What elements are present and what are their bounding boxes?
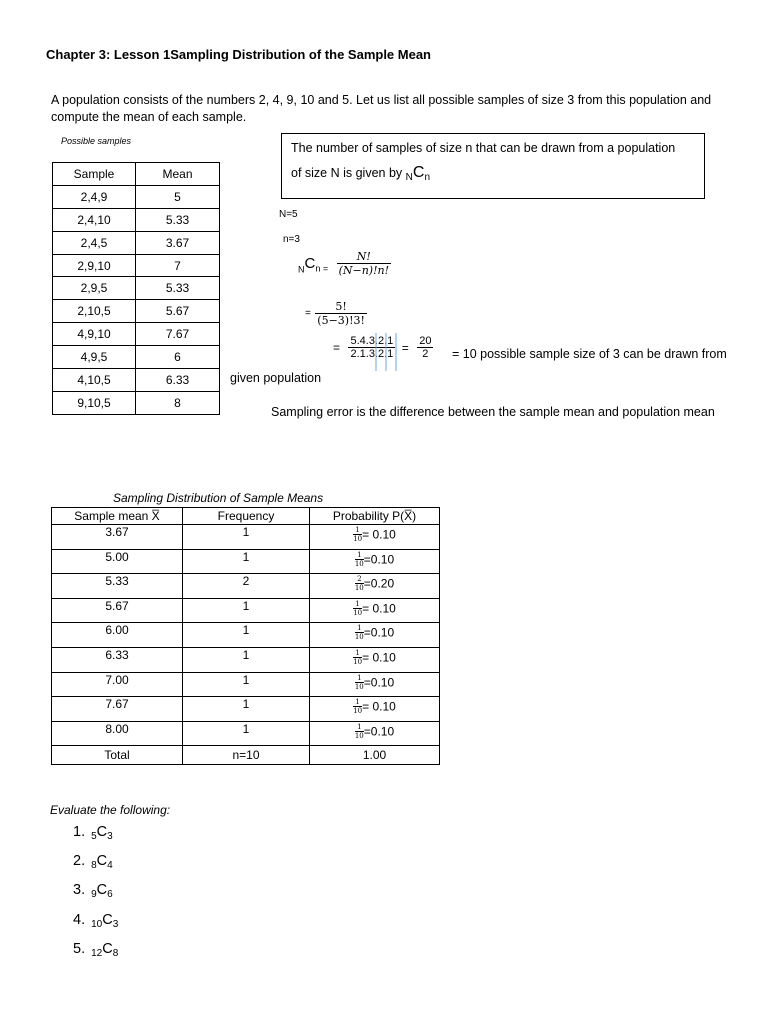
probability-numerator: 1 [355, 723, 364, 732]
probability-denominator: 10 [353, 707, 363, 716]
table-row [53, 323, 220, 346]
probability-expression [355, 575, 394, 592]
probability-numerator: 1 [355, 551, 364, 560]
frequency-cell: 1 [183, 525, 310, 550]
probability-denominator: 10 [354, 682, 364, 691]
probability-denominator: 10 [354, 731, 364, 740]
table-row [52, 647, 440, 672]
table-row [53, 208, 220, 231]
distribution-caption: Sampling Distribution of Sample Means [113, 491, 324, 505]
probability-expression [353, 526, 396, 543]
item-number: 4. [73, 911, 86, 928]
n-cap-value: N=5 [279, 209, 298, 220]
mean-cell: 8 [136, 391, 220, 414]
mean-cell: 6 [136, 346, 220, 369]
item-sub-right: 3 [107, 831, 113, 842]
step-one-numerator: 5! [315, 300, 367, 314]
probability-fraction [355, 674, 364, 691]
distribution-header-cell: Probability P(X̅) [310, 508, 440, 525]
sample-cell: 2,10,5 [53, 300, 136, 323]
sample-mean-cell: 7.67 [52, 697, 183, 722]
table-row [52, 525, 440, 550]
item-number: 1. [73, 824, 86, 840]
result-continuation: given population [230, 371, 322, 385]
step-one-denominator: (5−3)!3! [317, 314, 365, 327]
sample-mean-cell: 5.00 [52, 549, 183, 574]
info-line-2 [291, 164, 430, 183]
table-row [52, 598, 440, 623]
frequency-cell: 1 [183, 598, 310, 623]
probability-numerator: 1 [355, 674, 364, 683]
table-row [52, 672, 440, 697]
mean-cell: 7 [136, 254, 220, 277]
info-c: C [412, 164, 425, 181]
page-title: Chapter 3: Lesson 1Sampling Distribution of the Sample Mean [46, 47, 431, 62]
n-small-value: n=3 [283, 234, 300, 245]
frequency-cell: 1 [183, 672, 310, 697]
total-cell: Total [52, 746, 183, 765]
frequency-cell: 1 [183, 549, 310, 574]
probability-expression [353, 698, 396, 715]
possible-samples-caption: Possible samples [61, 136, 132, 146]
item-sub-left: 9 [91, 889, 97, 901]
item-sub-left: 5 [91, 831, 97, 842]
probability-cell [310, 525, 440, 550]
probability-denominator: 10 [354, 559, 364, 568]
probability-value: =0.20 [363, 576, 395, 591]
step-two-denominator: 2.1.3.2.1 [350, 348, 394, 360]
evaluate-list [73, 820, 118, 966]
formula-sub-right: n = [315, 263, 329, 274]
item-sub-right: 6 [107, 889, 113, 901]
item-c: C [102, 940, 113, 957]
probability-cell [310, 672, 440, 697]
table-row [52, 623, 440, 648]
step-three-denominator: 2 [422, 348, 429, 360]
sample-mean-cell: 6.33 [52, 647, 183, 672]
table-row [53, 346, 220, 369]
cancellation-marks [368, 333, 408, 373]
mean-cell: 3.67 [136, 231, 220, 254]
table-row [53, 231, 220, 254]
probability-cell [310, 623, 440, 648]
probability-denominator: 10 [354, 633, 364, 642]
table-row [53, 300, 220, 323]
sample-mean-cell: 8.00 [52, 721, 183, 746]
list-item [73, 937, 118, 966]
step-three-equals: = [401, 340, 409, 355]
sample-mean-cell: 5.67 [52, 598, 183, 623]
item-c: C [102, 911, 113, 928]
info-sub-n: N [405, 172, 413, 183]
table-row [53, 277, 220, 300]
total-cell: n=10 [183, 746, 310, 765]
probability-fraction [355, 624, 364, 641]
probability-fraction [353, 526, 362, 543]
table-row [52, 721, 440, 746]
sample-cell: 4,9,5 [53, 346, 136, 369]
probability-numerator: 1 [353, 526, 362, 535]
probability-value: = 0.10 [362, 601, 396, 616]
probability-fraction [353, 600, 362, 617]
sample-cell: 4,10,5 [53, 369, 136, 392]
probability-cell [310, 598, 440, 623]
probability-denominator: 10 [354, 584, 364, 593]
item-number: 5. [73, 940, 86, 957]
probability-expression [355, 624, 394, 641]
table-row [52, 574, 440, 599]
probability-fraction [353, 649, 362, 666]
probability-fraction [353, 698, 362, 715]
probability-fraction [355, 575, 364, 592]
item-sub-left: 12 [91, 947, 103, 959]
frequency-cell: 1 [183, 647, 310, 672]
sample-cell: 2,4,10 [53, 208, 136, 231]
probability-expression [355, 674, 394, 691]
mean-cell: 7.67 [136, 323, 220, 346]
table-row [52, 697, 440, 722]
mean-cell: 5.67 [136, 300, 220, 323]
probability-cell [310, 697, 440, 722]
item-c: C [96, 824, 108, 840]
probability-numerator: 1 [353, 649, 362, 658]
total-cell: 1.00 [310, 746, 440, 765]
samples-header-row [53, 163, 220, 186]
sample-cell: 9,10,5 [53, 391, 136, 414]
list-item [73, 908, 118, 937]
info-line-1: The number of samples of size n that can be drawn from a population [291, 141, 676, 155]
mean-cell: 5 [136, 185, 220, 208]
frequency-cell: 1 [183, 721, 310, 746]
item-sub-right: 3 [112, 918, 119, 930]
samples-header-cell: Sample [53, 163, 136, 186]
probability-value: =0.10 [363, 625, 395, 640]
info-sub-r: n [424, 172, 430, 183]
probability-value: = 0.10 [362, 527, 396, 542]
item-sub-left: 10 [91, 918, 103, 930]
probability-expression [353, 649, 396, 666]
distribution-header-cell: Frequency [183, 508, 310, 525]
probability-cell [310, 549, 440, 574]
list-item [73, 849, 118, 878]
evaluate-heading: Evaluate the following: [50, 803, 171, 817]
probability-numerator: 1 [355, 624, 364, 633]
combination-formula [298, 250, 391, 277]
probability-denominator: 10 [353, 535, 363, 543]
mean-cell: 5.33 [136, 208, 220, 231]
sample-cell: 4,9,10 [53, 323, 136, 346]
probability-numerator: 1 [353, 600, 362, 609]
probability-value: =0.10 [363, 724, 395, 739]
item-c: C [96, 882, 108, 899]
table-row [53, 254, 220, 277]
probability-expression [353, 600, 396, 617]
table-row [53, 369, 220, 392]
item-sub-right: 8 [112, 947, 119, 959]
frequency-cell: 1 [183, 623, 310, 648]
probability-cell [310, 647, 440, 672]
step-two-equals: = [333, 340, 341, 355]
distribution-header-row [52, 508, 440, 525]
formula-c: C [304, 255, 316, 272]
info-line-2-text: of size N is given by [291, 166, 406, 180]
step-three-numerator: 20 [419, 335, 432, 347]
distribution-total-row [52, 746, 440, 765]
item-c: C [96, 853, 108, 870]
sample-cell: 2,4,9 [53, 185, 136, 208]
item-sub-left: 8 [91, 860, 97, 872]
item-number: 3. [73, 882, 86, 899]
step-one-equals: = [305, 308, 311, 319]
table-row [53, 391, 220, 414]
sample-mean-cell: 7.00 [52, 672, 183, 697]
distribution-header-cell: Sample mean X̅ [52, 508, 183, 525]
formula-sub-left: N [298, 264, 305, 275]
step-one-fraction [315, 300, 367, 327]
formula-fraction [337, 250, 391, 277]
probability-value: = 0.10 [362, 650, 396, 665]
mean-cell: 5.33 [136, 277, 220, 300]
probability-expression [355, 551, 394, 568]
samples-header-cell: Mean [136, 163, 220, 186]
item-sub-right: 4 [107, 860, 113, 872]
sample-cell: 2,4,5 [53, 231, 136, 254]
sample-mean-cell: 6.00 [52, 623, 183, 648]
result-text: = 10 possible sample size of 3 can be drawn from [452, 347, 727, 361]
frequency-cell: 1 [183, 697, 310, 722]
sample-cell: 2,9,10 [53, 254, 136, 277]
sampling-error-definition: Sampling error is the difference between the sample mean and population mean [271, 405, 715, 419]
formula-denominator: (N−n)!n! [338, 264, 389, 277]
distribution-table [51, 507, 440, 765]
step-one [305, 300, 367, 327]
sample-cell: 2,9,5 [53, 277, 136, 300]
samples-table [52, 162, 220, 415]
probability-fraction [355, 551, 364, 568]
probability-expression [355, 723, 394, 740]
step-two-numerator: 5.4.3.2.1 [350, 335, 394, 347]
probability-fraction [355, 723, 364, 740]
probability-value: = 0.10 [362, 699, 396, 714]
table-row [53, 185, 220, 208]
probability-cell [310, 574, 440, 599]
sample-mean-cell: 5.33 [52, 574, 183, 599]
probability-denominator: 10 [353, 657, 363, 666]
table-row [52, 549, 440, 574]
item-number: 2. [73, 853, 86, 870]
formula-info-box [281, 133, 705, 199]
probability-numerator: 2 [355, 575, 364, 584]
probability-cell [310, 721, 440, 746]
list-item [73, 820, 118, 849]
step-three-fraction [417, 335, 433, 360]
mean-cell: 6.33 [136, 369, 220, 392]
sample-mean-cell: 3.67 [52, 525, 183, 550]
frequency-cell: 2 [183, 574, 310, 599]
probability-value: =0.10 [363, 552, 395, 567]
probability-numerator: 1 [353, 698, 362, 707]
list-item [73, 878, 118, 907]
formula-numerator: N! [337, 250, 391, 264]
intro-paragraph: A population consists of the numbers 2, 4, 9, 10 and 5. Let us list all possible samples of size 3 from this population and compute the mean of each sample. [51, 93, 712, 124]
probability-denominator: 10 [353, 608, 363, 617]
probability-value: =0.10 [363, 675, 395, 690]
